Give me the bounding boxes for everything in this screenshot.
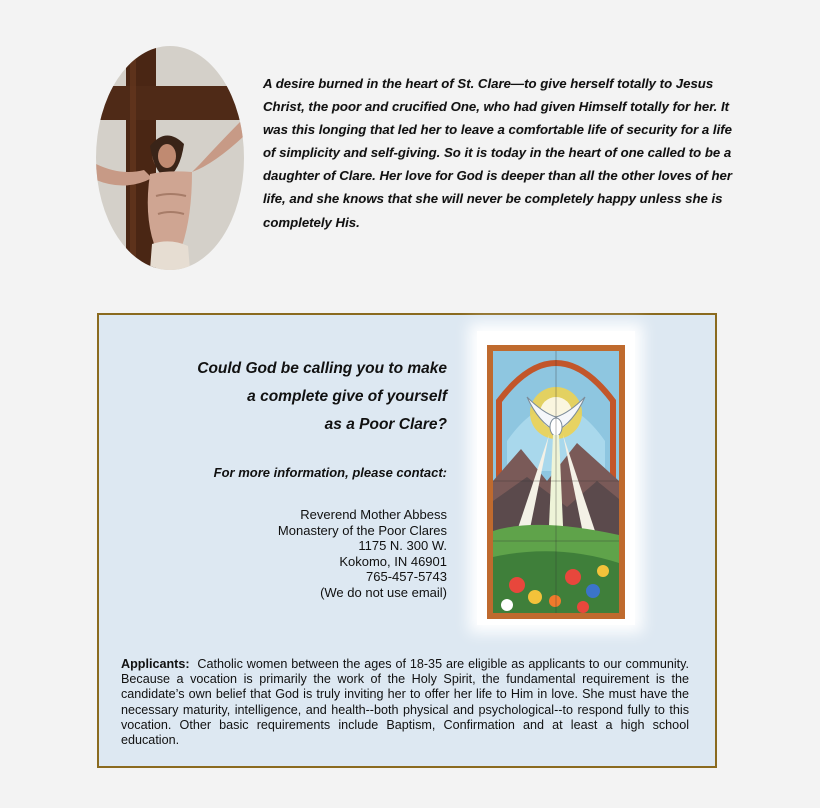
applicants-text: Catholic women between the ages of 18-35 are eligible as applicants to our community. Because a vocation is primarily the work of the Holy Spirit, the fundamental requirement is the candidate’s own belief that God is truly inviting her to offer her life to Him in love. She must have the necessary maturity, intelligence, and health--both physical and psychological--to respond fully to this vocation. Other basic requirements include Baptism, Confirmation and at least a high school education. (121, 657, 689, 748)
crucifix-image (96, 46, 244, 270)
intro-paragraph (263, 72, 741, 234)
vocation-heading (127, 355, 447, 439)
heading-line: as a Poor Clare? (324, 416, 447, 433)
heading-line: Could God be calling you to make (197, 360, 447, 377)
address-line: Monastery of the Poor Clares (277, 522, 447, 538)
heading-line: a complete give of yourself (247, 388, 447, 405)
address-line: Reverend Mother Abbess (300, 507, 447, 522)
vocation-panel (97, 313, 717, 768)
email-note: (We do not use email) (320, 584, 447, 600)
intro-text: A desire burned in the heart of St. Clare—to give herself totally to Jesus Christ, the poor and crucified One, who had given Himself totally for her. It was this longing that led her to leave a comfortable life of security for a life of simplicity and self-giving. So it is today in the heart of one called to be a daughter of Clare. Her love for God is deeper than all the other loves of her life, and she knows that she will never be completely happy unless she is completely His. (263, 76, 732, 230)
applicants-paragraph (121, 657, 689, 748)
address-line: Kokomo, IN 46901 (339, 553, 447, 569)
contact-lead: For more information, please contact: (213, 465, 447, 480)
stained-glass-image (477, 331, 635, 625)
contact-address (278, 507, 447, 601)
applicants-label: Applicants: (121, 657, 190, 671)
phone-number: 765-457-5743 (366, 569, 447, 585)
address-line: 1175 N. 300 W. (358, 538, 447, 554)
